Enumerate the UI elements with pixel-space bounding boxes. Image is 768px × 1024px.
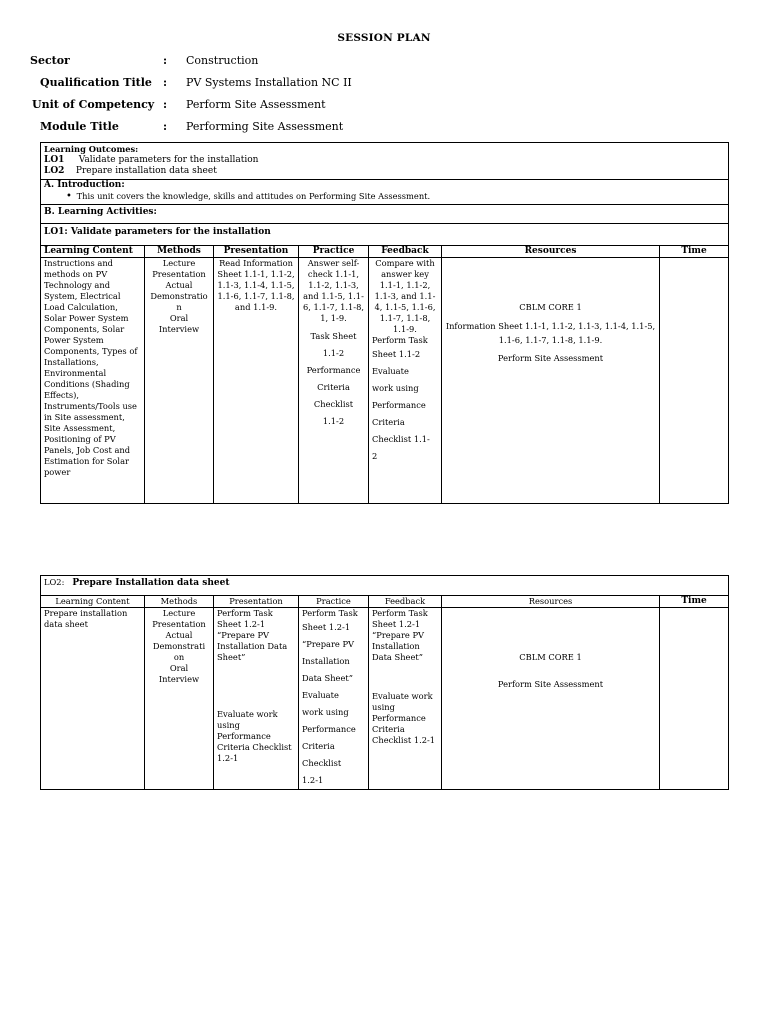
meta-value: PV Systems Installation NC II — [186, 76, 352, 89]
lo1-activity-row — [41, 258, 729, 504]
column-header-resources: Resources — [442, 246, 660, 258]
meta-value: Construction — [186, 54, 259, 67]
method-item: on — [173, 652, 185, 662]
column-header-learning-content: Learning Content — [41, 246, 145, 258]
meta-label: Module Title — [40, 120, 119, 133]
practice-line: Sheet 1.2-1 — [302, 622, 351, 632]
practice-line: work using — [302, 707, 349, 717]
practice-task-sheet — [302, 608, 365, 789]
feedback-line: Perform Task — [372, 335, 428, 345]
feedback-line: Evaluate — [372, 366, 409, 376]
lo2-outcome — [44, 166, 725, 177]
method-item: Actual — [165, 630, 193, 640]
column-header-feedback: Feedback — [369, 246, 442, 258]
practice-line: Criteria — [302, 741, 335, 751]
column-header-presentation: Presentation — [214, 246, 299, 258]
lo1-outcome — [44, 155, 725, 166]
lo1-methods — [145, 258, 214, 504]
feedback-line: Performance — [372, 400, 426, 410]
meta-row-qualification — [0, 76, 768, 92]
column-header-learning-content: Learning Content — [41, 596, 145, 608]
column-header-time: Time — [660, 596, 729, 608]
meta-colon: : — [163, 98, 168, 111]
resource-cblm: CBLM CORE 1 — [519, 652, 582, 662]
column-header-practice: Practice — [299, 246, 369, 258]
feedback-line: work using — [372, 383, 419, 393]
feedback-answer-key: Compare with answer key 1.1-1, 1.1-2, 1.1-3, and 1.1-4, 1.1-5, 1.1-6, 1.1-7, 1.1-8, 1.1-9. — [374, 258, 436, 334]
resource-info-sheets: Information Sheet 1.1-1, 1.1-2, 1.1-3, 1.1-4, 1.1-5, 1.1-6, 1.1-7, 1.1-8, 1.1-9. — [445, 321, 656, 345]
learning-outcomes-heading: Learning Outcomes: — [44, 144, 139, 154]
meta-colon: : — [163, 76, 168, 89]
lo2-heading-row — [41, 576, 729, 596]
lo2-section-heading — [41, 576, 729, 596]
method-item: Actual — [165, 280, 193, 290]
lo2-code: LO2 — [44, 166, 65, 176]
practice-line: Task Sheet — [310, 331, 357, 341]
column-header-methods: Methods — [145, 596, 214, 608]
method-item: Demonstrati — [152, 641, 206, 651]
column-header-time: Time — [660, 246, 729, 258]
meta-value: Perform Site Assessment — [186, 98, 326, 111]
method-item: Interview — [158, 324, 200, 334]
practice-line: Installation — [302, 656, 350, 666]
method-item: Presentation — [152, 619, 206, 629]
lo1-heading-row — [41, 224, 729, 246]
meta-row-sector — [0, 54, 768, 70]
practice-line: Perform Task — [302, 608, 358, 618]
practice-line: Checklist — [313, 399, 354, 409]
feedback-task-sheet — [372, 335, 438, 465]
lo2-practice — [299, 608, 369, 790]
method-item: Presentation — [152, 269, 206, 279]
introduction-row — [41, 180, 729, 205]
column-header-feedback: Feedback — [369, 596, 442, 608]
column-header-resources: Resources — [442, 596, 660, 608]
lo2-activity-row — [41, 608, 729, 790]
learning-outcomes-row — [41, 143, 729, 180]
meta-label: Qualification Title — [40, 76, 152, 89]
lo2-session-table — [40, 575, 729, 790]
practice-self-check: Answer self-check 1.1-1, 1.1-2, 1.1-3, and 1.1-5, 1.1-6, 1.1-7, 1.1-8, 1, 1-9. — [302, 258, 365, 323]
lo2-feedback — [369, 608, 442, 790]
practice-line: 1.1-2 — [322, 416, 345, 426]
introduction-body: This unit covers the knowledge, skills and attitudes on Performing Site Assessment. — [76, 191, 431, 201]
column-header-methods: Methods — [145, 246, 214, 258]
practice-line: Checklist — [302, 758, 342, 768]
lo2-text: Prepare installation data sheet — [75, 166, 217, 176]
lo1-text: Validate parameters for the installation — [78, 155, 259, 165]
meta-label: Unit of Competency — [32, 98, 155, 111]
lo1-time — [660, 258, 729, 504]
document-title: SESSION PLAN — [337, 32, 431, 44]
lo1-learning-content: Instructions and methods on PV Technology and System, Electrical Load Calculation, Solar Power System Components, Solar Power System Components, Types of Installations, Environmental Conditions (Shading Effects), Instruments/Tools use in Site assessment, Site Assessment, Positioning of PV Panels, Job Cost and Estimation for Solar power — [41, 258, 145, 504]
practice-line: Performance — [306, 365, 361, 375]
practice-line: 1.1-2 — [322, 348, 345, 358]
lo1-section-heading: LO1: Validate parameters for the installation — [41, 224, 729, 246]
meta-colon: : — [163, 120, 168, 133]
practice-line: “Prepare PV — [302, 639, 355, 649]
lo2-methods — [145, 608, 214, 790]
lo1-resources — [442, 258, 660, 504]
learning-activities-row — [41, 205, 729, 224]
lo1-code: LO1 — [44, 155, 65, 165]
resource-module: Perform Site Assessment — [497, 353, 604, 363]
table1-header-row — [41, 246, 729, 258]
learning-activities-heading: B. Learning Activities: — [41, 205, 729, 224]
method-item: n — [176, 302, 182, 312]
introduction-text — [44, 191, 725, 202]
feedback-task-sheet: Perform Task Sheet 1.2-1 “Prepare PV Installation Data Sheet” — [372, 608, 428, 662]
presentation-task-sheet: Perform Task Sheet 1.2-1 “Prepare PV Installation Data Sheet” — [217, 608, 288, 662]
method-item: Oral — [169, 663, 189, 673]
practice-line: Data Sheet” — [302, 673, 353, 683]
practice-line: 1.2-1 — [302, 775, 324, 785]
practice-line: Evaluate — [302, 690, 339, 700]
method-item: Oral — [169, 313, 189, 323]
lo1-feedback — [369, 258, 442, 504]
meta-colon: : — [163, 54, 168, 67]
method-item: Interview — [158, 674, 200, 684]
table2-header-row — [41, 596, 729, 608]
resource-module: Perform Site Assessment — [497, 679, 604, 689]
feedback-line: Criteria — [372, 417, 405, 427]
bullet-icon — [66, 191, 74, 199]
meta-label: Sector — [30, 54, 70, 67]
meta-row-module — [0, 120, 768, 136]
lo2-presentation — [214, 608, 299, 790]
feedback-line: Checklist 1.1- — [372, 434, 430, 444]
column-header-presentation: Presentation — [214, 596, 299, 608]
lo1-presentation: Read Information Sheet 1.1-1, 1.1-2, 1.1-3, 1.1-4, 1.1-5, 1.1-6, 1.1-7, 1.1-8, and 1.1-9. — [214, 258, 299, 504]
lo2-learning-content: Prepare installation data sheet — [41, 608, 145, 790]
meta-value: Performing Site Assessment — [186, 120, 344, 133]
lo2-heading-code: LO2: — [44, 577, 65, 587]
lo2-heading-text: Prepare Installation data sheet — [72, 578, 230, 588]
feedback-line: Sheet 1.1-2 — [372, 349, 421, 359]
introduction-heading: A. Introduction: — [44, 180, 125, 190]
column-header-practice: Practice — [299, 596, 369, 608]
meta-row-unit — [0, 98, 768, 114]
practice-line: Performance — [302, 724, 356, 734]
method-item: Lecture — [162, 258, 196, 268]
lo1-practice — [299, 258, 369, 504]
practice-task-sheet — [302, 328, 365, 430]
lo1-session-table — [40, 142, 729, 504]
lo2-time — [660, 608, 729, 790]
lo2-resources — [442, 608, 660, 790]
feedback-evaluate: Evaluate work using Performance Criteria Checklist 1.2-1 — [372, 691, 436, 745]
feedback-line: 2 — [372, 451, 378, 461]
method-item: Lecture — [162, 608, 196, 618]
method-item: Demonstratio — [150, 291, 208, 301]
resource-cblm: CBLM CORE 1 — [519, 302, 582, 312]
presentation-evaluate: Evaluate work using Performance Criteria Checklist 1.2-1 — [217, 709, 292, 763]
practice-line: Criteria — [317, 382, 350, 392]
